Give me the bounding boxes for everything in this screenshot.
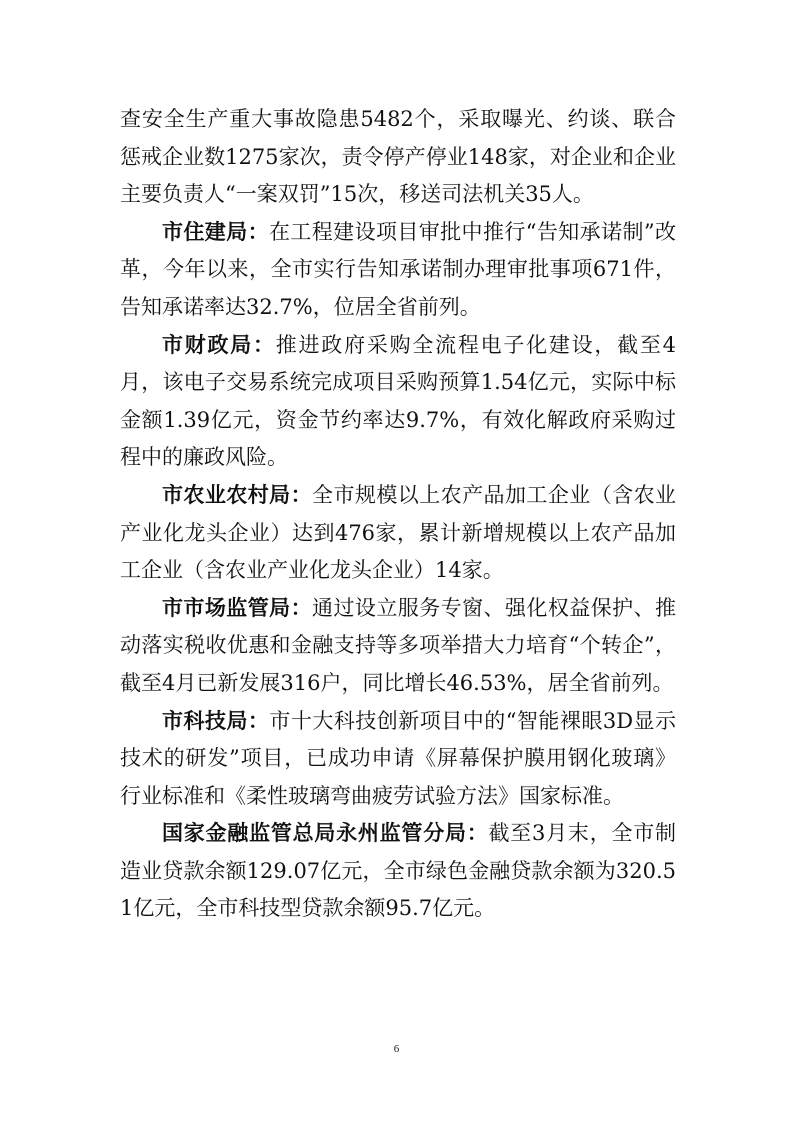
paragraph-heading: 市财政局： xyxy=(162,332,276,357)
paragraph-text: 推进政府采购全流程电子化建设，截至4月，该电子交易系统完成项目采购预算1.54亿元，实际中标金额1.39亿元，资金节约率达9.7%，有效化解政府采购过程中的廉政风险。 xyxy=(120,332,677,470)
paragraph-market-supervision-bureau xyxy=(120,590,676,703)
page-number: 6 xyxy=(393,1043,400,1055)
paragraph-heading: 市市场监管局： xyxy=(162,595,313,620)
paragraph-heading: 市农业农村局： xyxy=(162,482,313,507)
paragraph-agriculture-bureau xyxy=(120,477,676,590)
paragraph-text: 在工程建设项目审批中推行“告知承诺制”改革，今年以来，全市实行告知承诺制办理审批事项671件，告知承诺率达32.7%，位居全省前列。 xyxy=(120,219,676,319)
paragraph-text: 全市规模以上农产品加工企业（含农业产业化龙头企业）达到476家，累计新增规模以上农产品加工企业（含农业产业化龙头企业）14家。 xyxy=(120,482,677,583)
paragraph-continuation xyxy=(120,101,676,214)
paragraph-text: 查安全生产重大事故隐患5482个，采取曝光、约谈、联合惩戒企业数1275家次，责令停产停业148家，对企业和企业主要负责人“一案双罚”15次，移送司法机关35人。 xyxy=(120,107,676,207)
paragraph-finance-bureau xyxy=(120,327,676,477)
paragraph-heading: 国家金融监管总局永州监管分局： xyxy=(162,821,489,846)
document-body xyxy=(120,101,676,928)
paragraph-heading: 市住建局： xyxy=(162,219,269,244)
paragraph-text: 截至3月末，全市制造业贷款余额129.07亿元，全市绿色金融贷款余额为320.51亿元，全市科技型贷款余额95.7亿元。 xyxy=(120,821,676,921)
paragraph-text: 通过设立服务专窗、强化权益保护、推动落实税收优惠和金融支持等多项举措大力培育“个转企”，截至4月已新发展316户，同比增长46.53%，居全省前列。 xyxy=(120,595,677,695)
paragraph-heading: 市科技局： xyxy=(162,708,270,733)
paragraph-financial-regulation-branch xyxy=(120,815,676,928)
paragraph-text: 市十大科技创新项目中的“智能裸眼3D显示技术的研发”项目，已成功申请《屏幕保护膜用钢化玻璃》行业标准和《柔性玻璃弯曲疲劳试验方法》国家标准。 xyxy=(120,708,676,808)
paragraph-housing-bureau xyxy=(120,214,676,327)
paragraph-science-bureau xyxy=(120,703,676,816)
